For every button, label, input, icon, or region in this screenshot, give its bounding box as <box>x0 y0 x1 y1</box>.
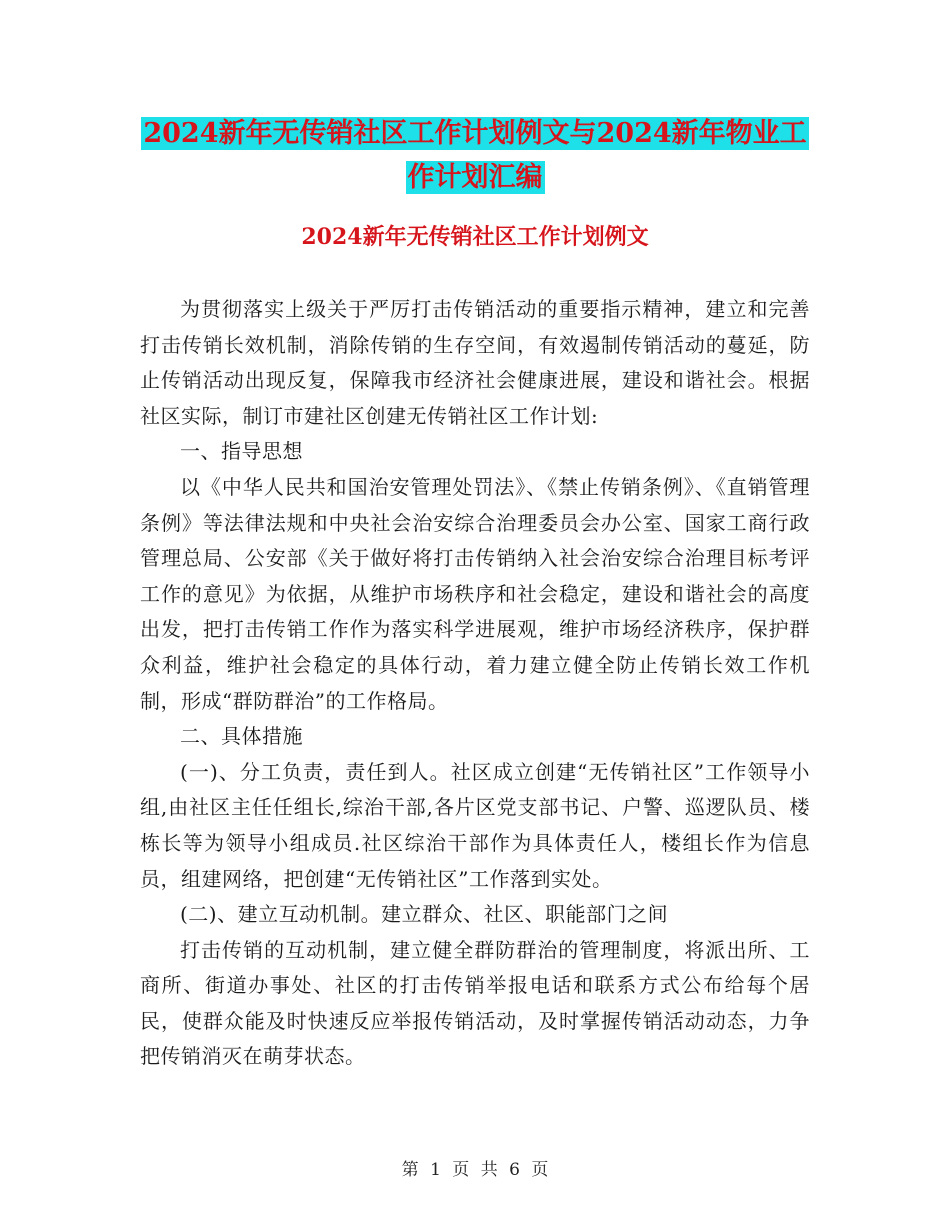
measure-2-heading: (二)、建立互动机制。建立群众、社区、职能部门之间 <box>180 902 669 927</box>
document-title-line-1: 2024新年无传销社区工作计划例文与2024新年物业工 <box>143 118 807 149</box>
measure-1-paragraph: (一)、分工负责，责任到人。社区成立创建“无传销社区”工作领导小组,由社区主任任组长,综治干部,各片区党支部书记、户警、巡逻队员、楼栋长等为领导小组成员.社区综治干部作为具体责任人，楼组长作为信息员，组建网络，把创建“无传销社区”工作落到实处。 <box>140 759 810 891</box>
document-body <box>140 292 810 1075</box>
document-title <box>0 112 950 200</box>
measure-2-paragraph: 打击传销的互动机制，建立健全群防群治的管理制度，将派出所、工商所、街道办事处、社区的打击传销举报电话和联系方式公布给每个居民，使群众能及时快速反应举报传销活动，及时掌握传销活动动态，力争把传销消灭在萌芽状态。 <box>140 937 810 1069</box>
intro-paragraph: 为贯彻落实上级关于严厉打击传销活动的重要指示精神，建立和完善打击传销长效机制，消除传销的生存空间，有效遏制传销活动的蔓延，防止传销活动出现反复，保障我市经济社会健康进展，建设和谐社会。根据社区实际，制订市建社区创建无传销社区工作计划: <box>140 297 810 428</box>
page-footer: 第 1 页 共 6 页 <box>401 1160 549 1180</box>
section-heading-guiding-thought: 一、指导思想 <box>180 439 303 464</box>
document-title-line-2: 作计划汇编 <box>407 162 543 193</box>
section-title: 2024新年无传销社区工作计划例文 <box>301 224 649 250</box>
guiding-thought-paragraph: 以《中华人民共和国治安管理处罚法》、《禁止传销条例》、《直销管理条例》等法律法规和中央社会治安综合治理委员会办公室、国家工商行政管理总局、公安部《关于做好将打击传销纳入社会治安综合治理目标考评工作的意见》为依据，从维护市场秩序和社会稳定，建设和谐社会的高度出发，把打击传销工作作为落实科学进展观，维护市场经济秩序，保护群众利益，维护社会稳定的具体行动，着力建立健全防止传销长效工作机制，形成“群防群治”的工作格局。 <box>140 474 810 713</box>
section-heading-measures: 二、具体措施 <box>180 724 303 749</box>
